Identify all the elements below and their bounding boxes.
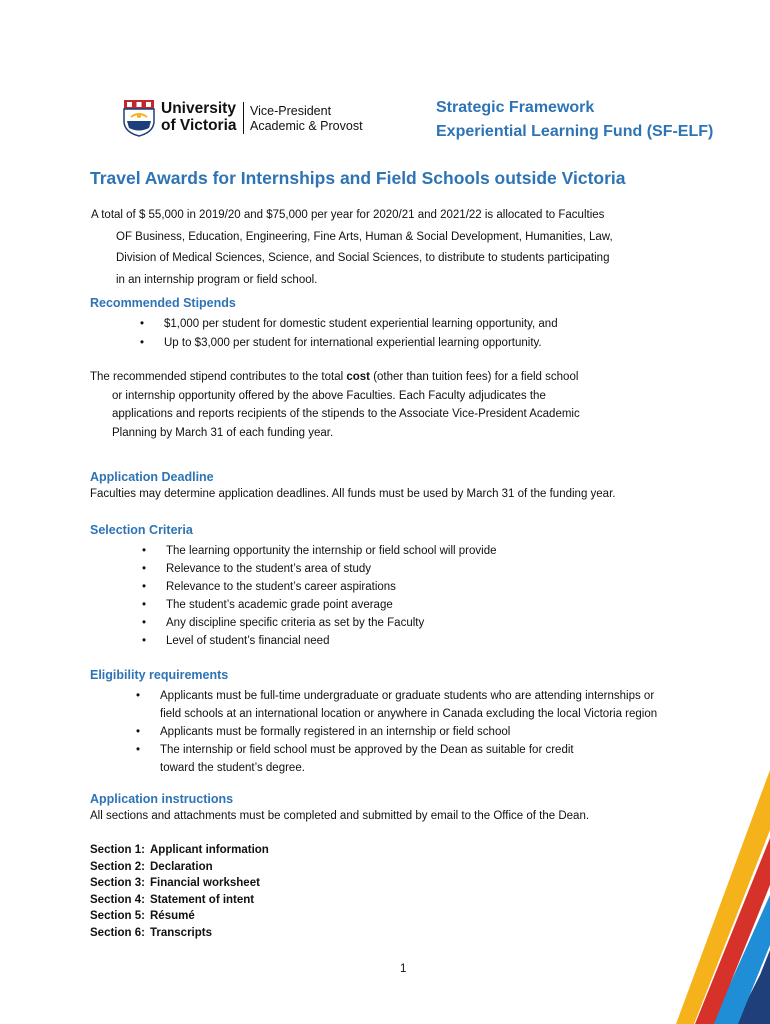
framework-title xyxy=(436,96,713,144)
logo-divider xyxy=(243,102,244,134)
list-item: • Level of student’s financial need xyxy=(142,632,497,650)
list-item: • $1,000 per student for domestic student experiential learning opportunity, and xyxy=(140,315,558,334)
university-line-2: of Victoria xyxy=(161,117,237,134)
intro-line: A total of $ 55,000 in 2019/20 and $75,000 per year for 2020/21 and 2021/22 is allocated to Faculties xyxy=(91,209,605,221)
ribbon-yellow xyxy=(676,770,770,1024)
instructions-heading: Application instructions xyxy=(90,792,234,806)
office-line-2: Academic & Provost xyxy=(250,118,363,133)
page-number: 1 xyxy=(400,963,407,975)
eligibility-heading: Eligibility requirements xyxy=(90,668,229,682)
section-item: Section 1: Applicant information xyxy=(90,844,269,856)
instructions-text: All sections and attachments must be completed and submitted by email to the Office of the Dean. xyxy=(90,810,590,822)
eligibility-list xyxy=(136,687,657,777)
section-item: Section 3: Financial worksheet xyxy=(90,877,260,890)
intro-paragraph xyxy=(91,205,731,291)
stipend-paragraph xyxy=(90,368,580,442)
list-item: • Up to $3,000 per student for international experiential learning opportunity. xyxy=(140,334,558,353)
list-item: • Applicants must be formally registered in an internship or field school xyxy=(136,723,657,741)
stipends-heading: Recommended Stipends xyxy=(90,296,236,310)
list-item: • Any discipline specific criteria as set by the Faculty xyxy=(142,614,497,632)
university-logo xyxy=(123,99,373,139)
university-crest-icon xyxy=(123,99,155,137)
ribbon-red xyxy=(695,838,770,1024)
list-item: • Applicants must be full-time undergraduate or graduate students who are attending internships or field schools at an international location or anywhere in Canada excluding the local Victoria region xyxy=(136,687,657,723)
stipends-list xyxy=(140,315,558,353)
paragraph-line: Planning by March 31 of each funding year. xyxy=(112,426,334,439)
intro-line: in an internship program or field school. xyxy=(116,273,318,286)
paragraph-line: The recommended stipend contributes to the total cost (other than tuition fees) for a field school xyxy=(90,371,579,383)
university-wordmark xyxy=(161,100,237,134)
deadline-text: Faculties may determine application deadlines. All funds must be used by March 31 of the funding year. xyxy=(90,488,616,500)
list-item: • Relevance to the student’s career aspirations xyxy=(142,578,497,596)
framework-line-1: Strategic Framework xyxy=(436,99,595,116)
list-item: • The internship or field school must be approved by the Dean as suitable for credit toward the student’s degree. xyxy=(136,741,657,777)
intro-line: Division of Medical Sciences, Science, and Social Sciences, to distribute to students participating xyxy=(116,252,610,264)
ribbon-blue xyxy=(712,895,770,1024)
ribbon-navy xyxy=(735,950,770,1024)
list-item: • The student’s academic grade point average xyxy=(142,596,497,614)
document-title: Travel Awards for Internships and Field Schools outside Victoria xyxy=(90,168,626,188)
university-line-1: University xyxy=(161,100,236,117)
deadline-heading: Application Deadline xyxy=(90,470,214,484)
list-item: • Relevance to the student’s area of study xyxy=(142,560,497,578)
paragraph-line: or internship opportunity offered by the above Faculties. Each Faculty adjudicates the xyxy=(112,389,546,402)
section-item: Section 5: Résumé xyxy=(90,910,195,923)
section-item: Section 6: Transcripts xyxy=(90,926,212,939)
intro-line: OF Business, Education, Engineering, Fine Arts, Human & Social Development, Humanities, Law, xyxy=(116,230,613,243)
paragraph-line: applications and reports recipients of the stipends to the Associate Vice-President Academic xyxy=(112,408,580,420)
office-line-1: Vice-President xyxy=(250,104,332,118)
section-item: Section 4: Statement of intent xyxy=(90,893,255,906)
cost-emphasis: cost xyxy=(346,371,370,383)
selection-heading: Selection Criteria xyxy=(90,523,193,537)
sections-list xyxy=(90,842,269,942)
framework-line-2: Experiential Learning Fund (SF-ELF) xyxy=(436,123,714,140)
list-item: • The learning opportunity the internship or field school will provide xyxy=(142,542,497,560)
selection-list xyxy=(142,542,497,650)
section-item: Section 2: Declaration xyxy=(90,860,213,873)
office-name xyxy=(250,104,363,133)
